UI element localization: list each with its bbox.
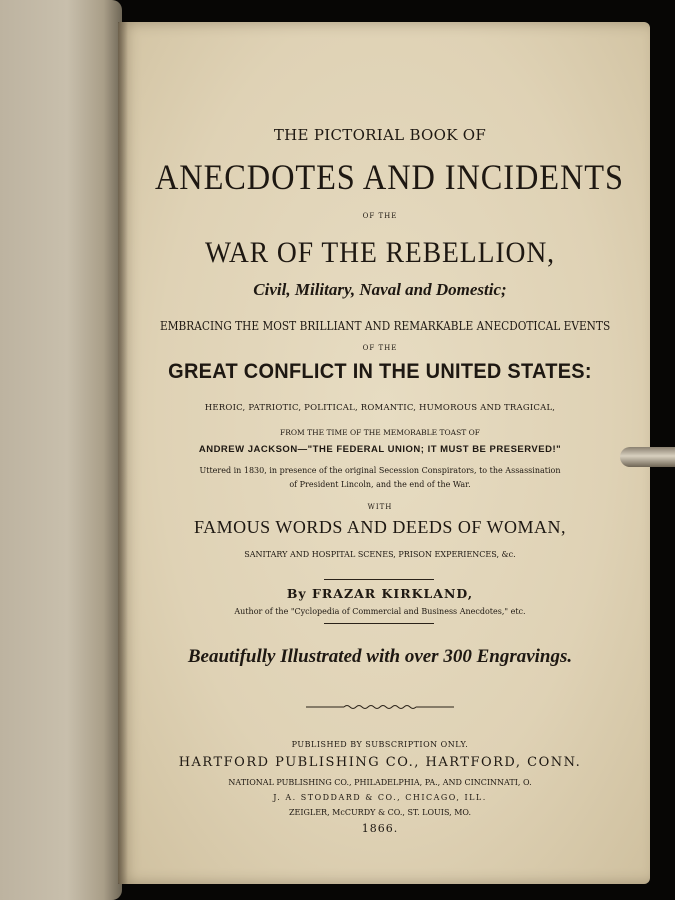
zeigler-line: ZEIGLER, McCURDY & CO., ST. LOUIS, MO. [288,808,472,817]
illustrated-line: Beautifully Illustrated with over 300 Engravings. [187,646,573,667]
great-conflict-heading: GREAT CONFLICT IN THE UNITED STATES: [168,360,592,383]
page-gutter-shadow [118,22,128,884]
rule-above-author [324,579,434,580]
war-title: WAR OF THE REBELLION, [204,236,556,269]
stoddard-line: J. A. STODDARD & CO., CHICAGO, ILL. [273,793,487,802]
of-the-connector-2: OF THE [362,344,398,352]
sanitary-line: SANITARY AND HOSPITAL SCENES, PRISON EXPERIENCES, &c. [244,550,516,559]
rule-below-author [324,623,434,624]
pre-title: THE PICTORIAL BOOK OF [273,126,487,144]
uttered-line-2: of President Lincoln, and the end of the War. [289,480,471,489]
publication-year: 1866. [361,822,399,835]
publisher-line: HARTFORD PUBLISHING CO., HARTFORD, CONN. [178,755,582,770]
main-title: ANECDOTES AND INCIDENTS [155,157,624,197]
embracing-line: EMBRACING THE MOST BRILLIANT AND REMARKABLE ANECDOTICAL EVENTS [160,319,611,333]
famous-words-heading: FAMOUS WORDS AND DEEDS OF WOMAN, [193,517,567,537]
subscription-line: PUBLISHED BY SUBSCRIPTION ONLY. [291,740,469,749]
national-publishing-line: NATIONAL PUBLISHING CO., PHILADELPHIA, PA., AND CINCINNATI, O. [228,778,532,787]
gothic-subtitle: Civil, Military, Naval and Domestic; [253,280,507,299]
heroic-line: HEROIC, PATRIOTIC, POLITICAL, ROMANTIC, HUMOROUS AND TRAGICAL, [204,403,556,413]
title-page-content [130,22,630,884]
with-connector: WITH [367,503,393,511]
of-the-connector: OF THE [362,212,398,220]
author-line: By FRAZAR KIRKLAND, [286,586,474,601]
facing-page-edge [0,0,122,900]
from-time-line: FROM THE TIME OF THE MEMORABLE TOAST OF [280,428,480,437]
jackson-toast: ANDREW JACKSON—"THE FEDERAL UNION; IT MUST BE PRESERVED!" [198,444,562,455]
ornamental-rule [306,702,454,712]
author-note: Author of the "Cyclopedia of Commercial and Business Anecdotes," etc. [234,607,526,616]
uttered-line-1: Uttered in 1830, in presence of the original Secession Conspirators, to the Assassination [199,466,561,475]
